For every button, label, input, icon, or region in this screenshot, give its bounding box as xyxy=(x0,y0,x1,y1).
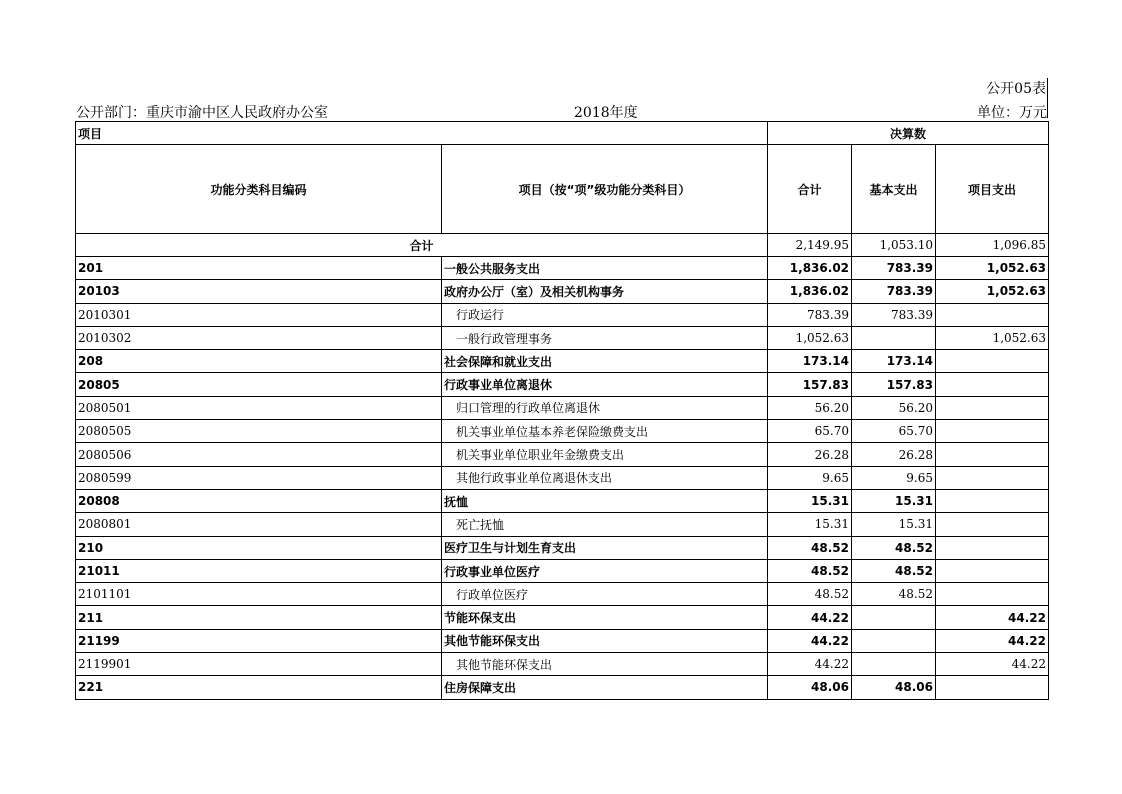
row-total: 15.31 xyxy=(768,513,852,536)
table-row xyxy=(76,396,1049,419)
row-project xyxy=(936,350,1049,373)
row-project: 44.22 xyxy=(936,653,1049,676)
row-total: 157.83 xyxy=(768,373,852,396)
row-name: 死亡抚恤 xyxy=(442,513,768,536)
row-project: 1,052.63 xyxy=(936,257,1049,280)
unit-label: 单位：万元 xyxy=(977,105,1047,121)
row-total: 26.28 xyxy=(768,443,852,466)
row-code: 211 xyxy=(76,606,442,629)
row-basic: 157.83 xyxy=(852,373,936,396)
row-project xyxy=(936,536,1049,559)
row-name: 行政事业单位医疗 xyxy=(442,559,768,582)
row-project xyxy=(936,443,1049,466)
row-basic xyxy=(852,629,936,652)
row-code: 21011 xyxy=(76,559,442,582)
summary-project: 1,096.85 xyxy=(936,234,1049,257)
row-total: 44.22 xyxy=(768,629,852,652)
header-code: 功能分类科目编码 xyxy=(76,145,442,234)
row-name: 一般公共服务支出 xyxy=(442,257,768,280)
row-basic: 15.31 xyxy=(852,513,936,536)
table-row xyxy=(76,559,1049,582)
row-basic: 56.20 xyxy=(852,396,936,419)
row-project: 1,052.63 xyxy=(936,280,1049,303)
row-name: 抚恤 xyxy=(442,489,768,512)
row-total: 48.52 xyxy=(768,583,852,606)
row-name: 行政单位医疗 xyxy=(442,583,768,606)
row-project: 44.22 xyxy=(936,629,1049,652)
row-code: 201 xyxy=(76,257,442,280)
row-basic: 26.28 xyxy=(852,443,936,466)
header-project: 项目支出 xyxy=(936,145,1049,234)
row-code: 21199 xyxy=(76,629,442,652)
table-row xyxy=(76,257,1049,280)
row-project xyxy=(936,303,1049,326)
row-name: 机关事业单位职业年金缴费支出 xyxy=(442,443,768,466)
table-row xyxy=(76,326,1049,349)
row-code: 2080599 xyxy=(76,466,442,489)
row-basic: 48.52 xyxy=(852,583,936,606)
table-row xyxy=(76,676,1049,699)
summary-label: 合计 xyxy=(76,234,768,257)
row-name: 其他行政事业单位离退休支出 xyxy=(442,466,768,489)
row-name: 住房保障支出 xyxy=(442,676,768,699)
row-name: 一般行政管理事务 xyxy=(442,326,768,349)
row-total: 173.14 xyxy=(768,350,852,373)
row-total: 48.52 xyxy=(768,536,852,559)
row-name: 其他节能环保支出 xyxy=(442,653,768,676)
row-basic xyxy=(852,326,936,349)
header-item: 项目 xyxy=(76,122,768,145)
row-total: 48.06 xyxy=(768,676,852,699)
row-basic: 783.39 xyxy=(852,280,936,303)
row-total: 783.39 xyxy=(768,303,852,326)
table-row xyxy=(76,420,1049,443)
row-code: 2101101 xyxy=(76,583,442,606)
row-basic: 48.06 xyxy=(852,676,936,699)
row-name: 其他节能环保支出 xyxy=(442,629,768,652)
row-basic: 48.52 xyxy=(852,536,936,559)
row-basic: 783.39 xyxy=(852,257,936,280)
row-name: 机关事业单位基本养老保险缴费支出 xyxy=(442,420,768,443)
header-name: 项目（按“项”级功能分类科目） xyxy=(442,145,768,234)
row-name: 社会保障和就业支出 xyxy=(442,350,768,373)
row-total: 15.31 xyxy=(768,489,852,512)
table-row xyxy=(76,466,1049,489)
row-basic: 48.52 xyxy=(852,559,936,582)
row-code: 2119901 xyxy=(76,653,442,676)
row-basic: 173.14 xyxy=(852,350,936,373)
table-row xyxy=(76,303,1049,326)
row-code: 2010301 xyxy=(76,303,442,326)
row-name: 行政事业单位离退休 xyxy=(442,373,768,396)
row-project xyxy=(936,489,1049,512)
row-total: 1,836.02 xyxy=(768,280,852,303)
row-code: 2080506 xyxy=(76,443,442,466)
margin-line xyxy=(1047,78,1048,118)
row-basic: 9.65 xyxy=(852,466,936,489)
table-row xyxy=(76,606,1049,629)
summary-row xyxy=(76,234,1049,257)
table-row xyxy=(76,653,1049,676)
row-name: 归口管理的行政单位离退休 xyxy=(442,396,768,419)
table-row xyxy=(76,489,1049,512)
row-basic: 65.70 xyxy=(852,420,936,443)
row-code: 210 xyxy=(76,536,442,559)
report-meta xyxy=(76,102,1047,120)
row-name: 节能环保支出 xyxy=(442,606,768,629)
row-total: 48.52 xyxy=(768,559,852,582)
row-code: 2080501 xyxy=(76,396,442,419)
row-project xyxy=(936,466,1049,489)
row-total: 44.22 xyxy=(768,606,852,629)
row-project xyxy=(936,373,1049,396)
row-code: 2010302 xyxy=(76,326,442,349)
row-total: 65.70 xyxy=(768,420,852,443)
row-total: 1,836.02 xyxy=(768,257,852,280)
summary-total: 2,149.95 xyxy=(768,234,852,257)
row-code: 20103 xyxy=(76,280,442,303)
department-label: 公开部门：重庆市渝中区人民政府办公室 xyxy=(76,105,328,121)
table-row xyxy=(76,536,1049,559)
table-row xyxy=(76,583,1049,606)
row-total: 9.65 xyxy=(768,466,852,489)
table-row xyxy=(76,280,1049,303)
row-name: 政府办公厅（室）及相关机构事务 xyxy=(442,280,768,303)
row-code: 208 xyxy=(76,350,442,373)
table-row xyxy=(76,350,1049,373)
year-label: 2018年度 xyxy=(574,105,638,121)
row-basic xyxy=(852,653,936,676)
row-project xyxy=(936,676,1049,699)
row-basic: 783.39 xyxy=(852,303,936,326)
row-project xyxy=(936,559,1049,582)
header-total: 合计 xyxy=(768,145,852,234)
row-basic: 15.31 xyxy=(852,489,936,512)
row-name: 行政运行 xyxy=(442,303,768,326)
table-number: 公开05表 xyxy=(986,81,1046,97)
row-code: 221 xyxy=(76,676,442,699)
summary-basic: 1,053.10 xyxy=(852,234,936,257)
row-project xyxy=(936,420,1049,443)
header-final: 决算数 xyxy=(768,122,1049,145)
row-project xyxy=(936,513,1049,536)
row-code: 2080505 xyxy=(76,420,442,443)
table-row xyxy=(76,629,1049,652)
table-row xyxy=(76,513,1049,536)
row-code: 20808 xyxy=(76,489,442,512)
row-project: 44.22 xyxy=(936,606,1049,629)
table-row xyxy=(76,443,1049,466)
row-project xyxy=(936,396,1049,419)
row-total: 1,052.63 xyxy=(768,326,852,349)
row-name: 医疗卫生与计划生育支出 xyxy=(442,536,768,559)
row-project: 1,052.63 xyxy=(936,326,1049,349)
row-code: 20805 xyxy=(76,373,442,396)
row-project xyxy=(936,583,1049,606)
row-total: 44.22 xyxy=(768,653,852,676)
table-row xyxy=(76,373,1049,396)
row-basic xyxy=(852,606,936,629)
row-total: 56.20 xyxy=(768,396,852,419)
row-code: 2080801 xyxy=(76,513,442,536)
header-basic: 基本支出 xyxy=(852,145,936,234)
expenditure-table xyxy=(75,121,1049,700)
